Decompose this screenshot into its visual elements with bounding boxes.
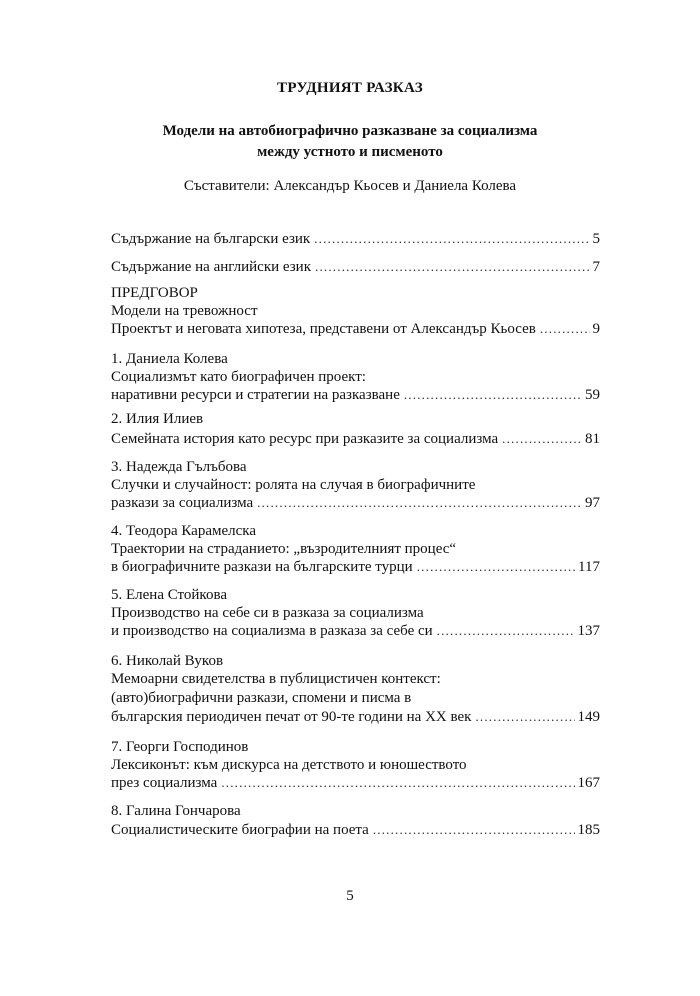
toc-page-number: 149 (577, 709, 600, 725)
toc-chapter-title: (авто)биографични разкази, спомени и писма в (111, 690, 412, 706)
toc-preface-heading: ПРЕДГОВОР (111, 285, 198, 301)
dot-leader (404, 385, 582, 405)
toc-author: 6. Николай Вуков (111, 653, 224, 669)
dot-leader (373, 820, 575, 840)
dot-leader (221, 773, 574, 793)
toc-entry-text: Семейната история като ресурс при разказите за социализма (111, 431, 499, 447)
toc-chapter-title: Мемоарни свидетелства в публицистичен контекст: (111, 671, 441, 687)
toc-chapter-entry (111, 621, 600, 641)
toc-page-number: 97 (585, 495, 600, 511)
toc-entry-text: Социалистическите биографии на поета (111, 822, 369, 838)
toc-preface-title: Модели на тревожност (111, 303, 258, 319)
toc-chapter-title: Случки и случайност: ролята на случая в биографичните (111, 477, 476, 493)
toc-author: 1. Даниела Колева (111, 351, 228, 367)
dot-leader (437, 621, 575, 641)
page-number: 5 (346, 888, 354, 904)
toc-chapter-title: Социализмът като биографичен проект: (111, 369, 366, 385)
toc-page-number: 9 (592, 321, 600, 337)
toc-author: 7. Георги Господинов (111, 739, 249, 755)
toc-page-number: 117 (578, 559, 600, 575)
toc-entry-text: наративни ресурси и стратегии на разказване (111, 387, 400, 403)
toc-author: 4. Теодора Карамелска (111, 523, 256, 539)
dot-leader (257, 493, 582, 513)
toc-chapter-entry (111, 707, 600, 727)
toc-entry-text: през социализма (111, 775, 218, 791)
toc-page-number: 167 (577, 775, 600, 791)
toc-preface-entry (111, 319, 600, 339)
toc-entry-text: и производство на социализма в разказа за себе си (111, 623, 433, 639)
toc-chapter-entry (111, 820, 600, 840)
dot-leader (540, 319, 590, 339)
dot-leader (475, 707, 574, 727)
dot-leader (502, 429, 582, 449)
toc-entry-bg-contents (111, 229, 600, 249)
toc-chapter-title: Лексиконът: към дискурса на детството и юношеството (111, 757, 467, 773)
toc-chapter-entry (111, 429, 600, 449)
toc-entry-en-contents (111, 257, 600, 277)
toc-page-number: 7 (592, 259, 600, 275)
toc-author: 3. Надежда Гълъбова (111, 459, 247, 475)
toc-entry-text: Проектът и неговата хипотеза, представени от Александър Кьосев (111, 321, 536, 337)
toc-author: 8. Галина Гончарова (111, 803, 241, 819)
compilers-line: Съставители: Александър Кьосев и Даниела Колева (183, 178, 517, 194)
toc-page-number: 137 (577, 623, 600, 639)
toc-chapter-entry (111, 385, 600, 405)
toc-page-number: 59 (585, 387, 600, 403)
toc-author: 2. Илия Илиев (111, 411, 204, 427)
toc-chapter-title: Траектории на страданието: „възродителният процес“ (111, 541, 457, 557)
toc-page-number: 5 (592, 231, 600, 247)
toc-chapter-entry (111, 557, 600, 577)
toc-chapter-entry (111, 773, 600, 793)
toc-chapter-title: Производство на себе си в разказа за социализма (111, 605, 424, 621)
dot-leader (315, 257, 590, 277)
toc-entry-text: Съдържание на английски език (111, 259, 311, 275)
toc-chapter-entry (111, 493, 600, 513)
toc-entry-text: Съдържание на български език (111, 231, 311, 247)
toc-page-number: 185 (577, 822, 600, 838)
toc-author: 5. Елена Стойкова (111, 587, 228, 603)
book-title: ТРУДНИЯТ РАЗКАЗ (277, 80, 423, 96)
book-subtitle-line-1: Модели на автобиографично разказване за социализма (162, 123, 538, 139)
dot-leader (314, 229, 589, 249)
book-subtitle-line-2: между устното и писменото (257, 144, 443, 160)
toc-page-number: 81 (585, 431, 600, 447)
toc-entry-text: българския периодичен печат от 90-те години на ХХ век (111, 709, 472, 725)
toc-entry-text: в биографичните разкази на българските турци (111, 559, 413, 575)
toc-entry-text: разкази за социализма (111, 495, 254, 511)
dot-leader (417, 557, 575, 577)
